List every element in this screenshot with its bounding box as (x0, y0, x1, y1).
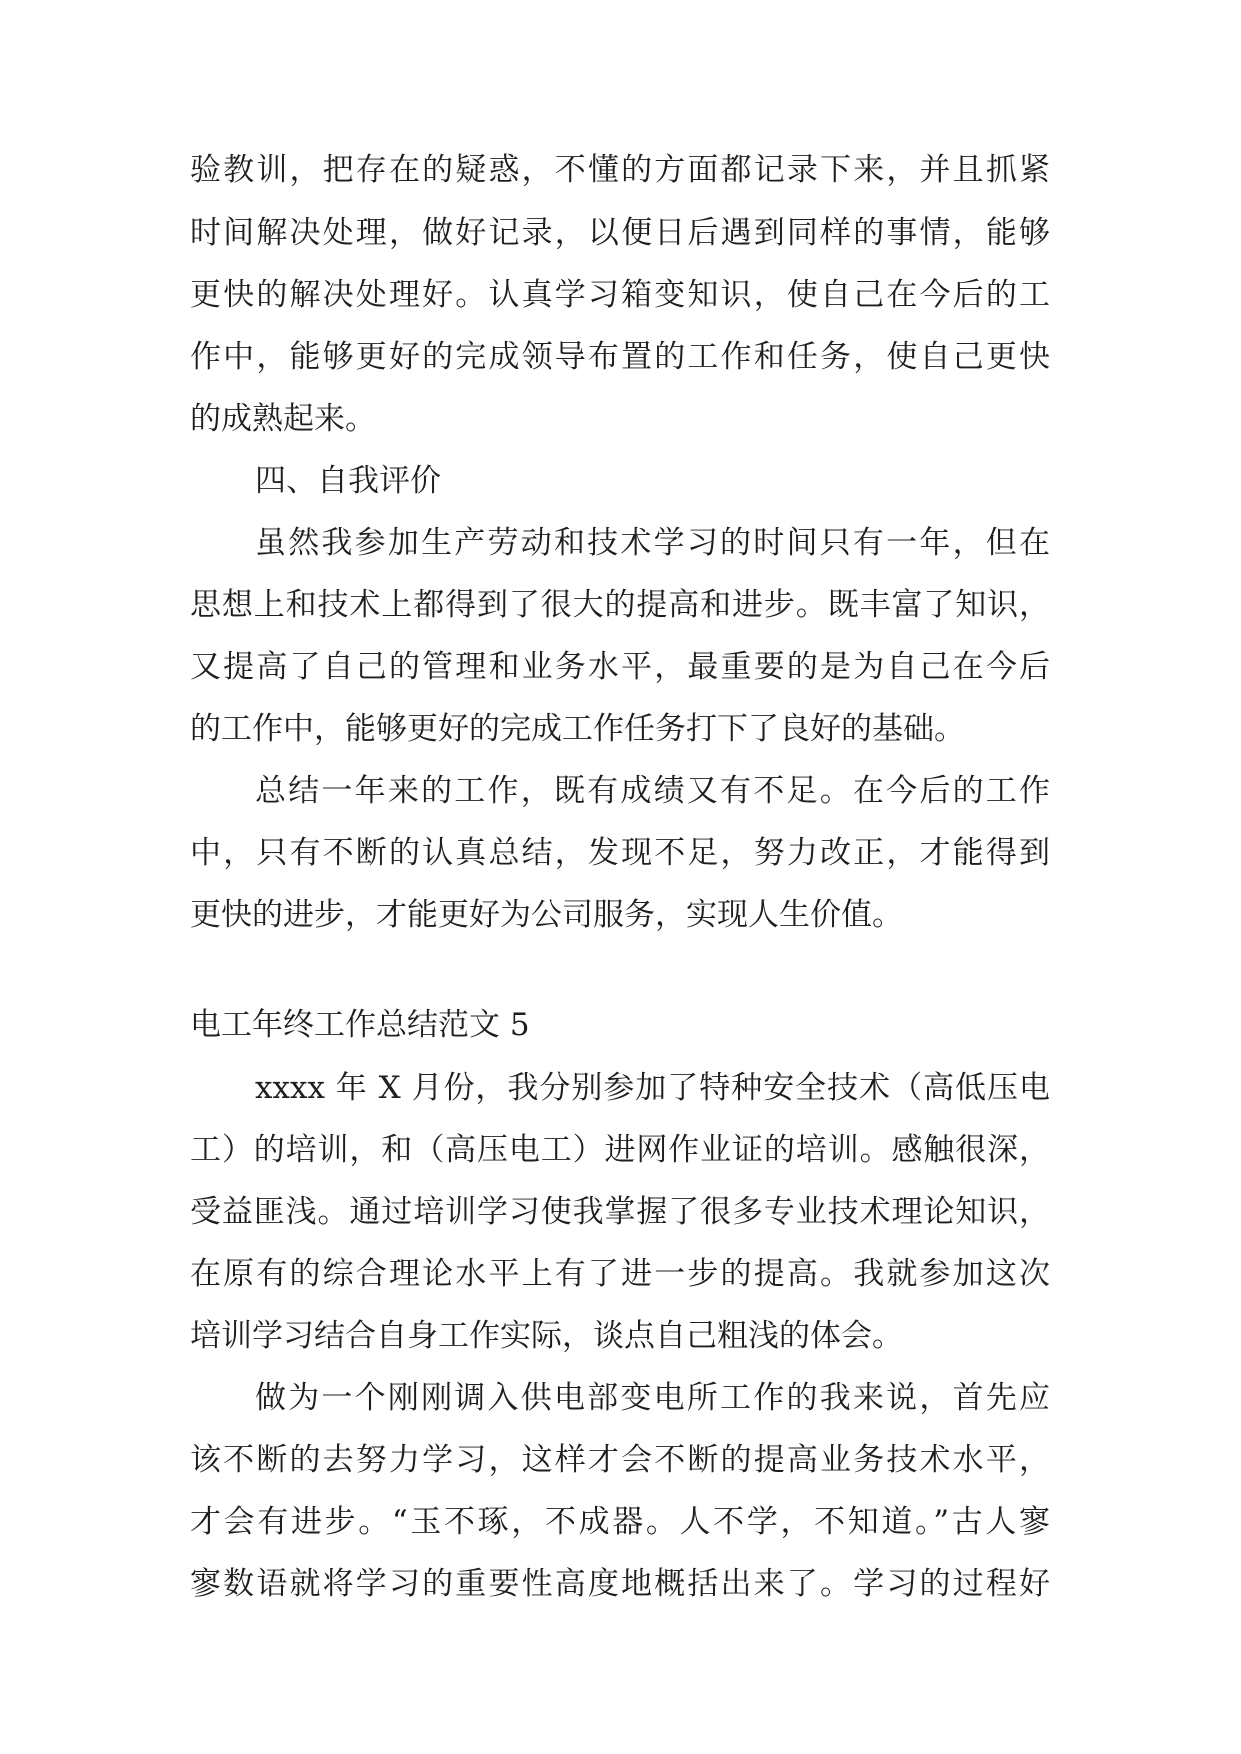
paragraph-line: 工）的培训，和（高压电工）进网作业证的培训。感触很深， (190, 1132, 1050, 1168)
paragraph-line: 作中，能够更好的完成领导布置的工作和任务，使自己更快 (190, 339, 1050, 375)
paragraph-line: 更快的解决处理好。认真学习箱变知识，使自己在今后的工 (190, 277, 1050, 313)
paragraph-line: 培训学习结合自身工作实际，谈点自己粗浅的体会。 (190, 1318, 903, 1354)
paragraph-line: 虽然我参加生产劳动和技术学习的时间只有一年，但在 (255, 525, 1050, 561)
paragraph-line: xxxx 年 X 月份，我分别参加了特种安全技术（高低压电 (255, 1070, 1050, 1106)
article-title: 电工年终工作总结范文 5 (190, 1007, 530, 1043)
paragraph-line: 该不断的去努力学习，这样才会不断的提高业务技术水平， (190, 1442, 1050, 1478)
paragraph-line: 做为一个刚刚调入供电部变电所工作的我来说，首先应 (255, 1380, 1050, 1416)
paragraph-line: 总结一年来的工作，既有成绩又有不足。在今后的工作 (255, 773, 1050, 809)
section-heading: 四、自我评价 (255, 463, 441, 499)
paragraph-line: 受益匪浅。通过培训学习使我掌握了很多专业技术理论知识， (190, 1194, 1050, 1230)
paragraph-line: 更快的进步，才能更好为公司服务，实现人生价值。 (190, 897, 903, 933)
paragraph-line: 时间解决处理，做好记录，以便日后遇到同样的事情，能够 (190, 215, 1050, 251)
paragraph-line: 思想上和技术上都得到了很大的提高和进步。既丰富了知识， (190, 587, 1050, 623)
paragraph-line: 的工作中，能够更好的完成工作任务打下了良好的基础。 (190, 711, 965, 747)
paragraph-line: 又提高了自己的管理和业务水平，最重要的是为自己在今后 (190, 649, 1050, 685)
paragraph-line: 才会有进步。“玉不琢，不成器。人不学，不知道。”古人寥 (190, 1504, 1050, 1540)
paragraph-line: 寥数语就将学习的重要性高度地概括出来了。学习的过程好 (190, 1566, 1050, 1602)
paragraph-line: 中，只有不断的认真总结，发现不足，努力改正，才能得到 (190, 835, 1050, 871)
paragraph-line: 验教训，把存在的疑惑，不懂的方面都记录下来，并且抓紧 (190, 152, 1050, 188)
paragraph-line: 的成熟起来。 (190, 401, 376, 437)
paragraph-line: 在原有的综合理论水平上有了进一步的提高。我就参加这次 (190, 1256, 1050, 1292)
